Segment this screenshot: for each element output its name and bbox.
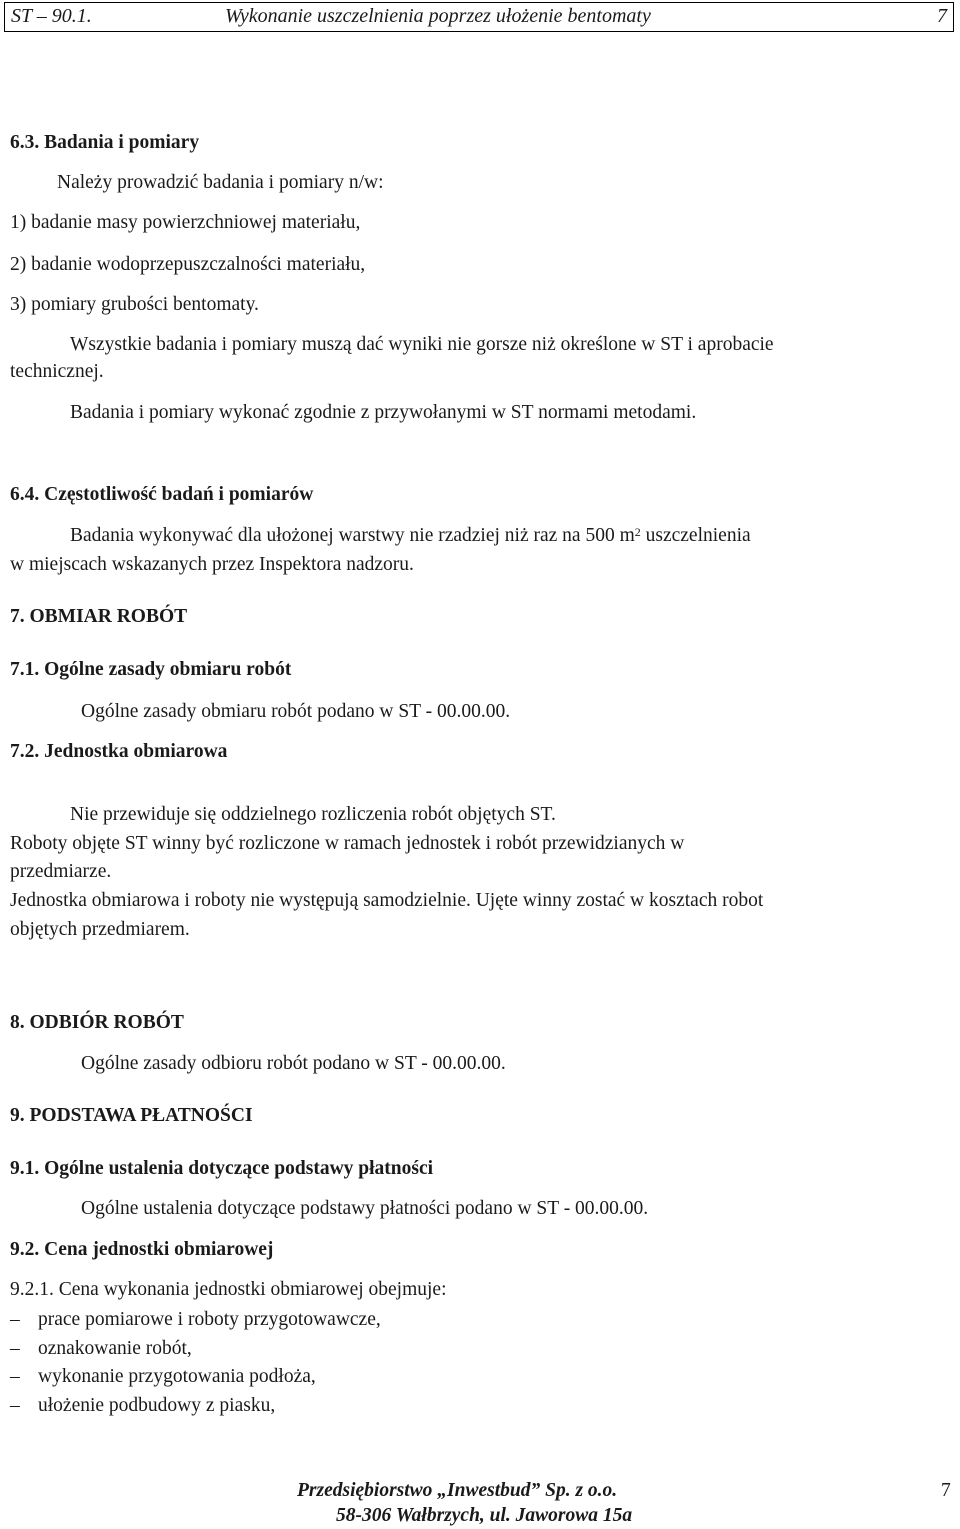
s63-paragraph-2: Badania i pomiary wykonać zgodnie z przywołanymi w ST normami metodami. xyxy=(70,402,697,423)
s63-item-1: 1) badanie masy powierzchniowej materiału, xyxy=(10,212,361,233)
dash-icon: – xyxy=(10,1395,20,1416)
s63-item-3: 3) pomiary grubości bentomaty. xyxy=(10,294,259,315)
list-item-text: oznakowanie robót, xyxy=(38,1338,192,1359)
footer-page-number: 7 xyxy=(941,1480,951,1501)
s72-paragraph-1: Nie przewiduje się oddzielnego rozliczenia robót objętych ST. xyxy=(70,804,556,825)
heading-6-4: 6.4. Częstotliwość badań i pomiarów xyxy=(10,484,314,505)
dash-icon: – xyxy=(10,1338,20,1359)
heading-9: 9. PODSTAWA PŁATNOŚCI xyxy=(10,1105,253,1126)
list-item xyxy=(10,1337,20,1361)
s71-text: Ogólne zasady obmiaru robót podano w ST - 00.00.00. xyxy=(81,701,511,722)
s72-paragraph-2: Roboty objęte ST winny być rozliczone w ramach jednostek i robót przewidzianych w xyxy=(10,833,685,854)
s921-text: 9.2.1. Cena wykonania jednostki obmiarowej obejmuje: xyxy=(10,1279,447,1300)
s72-paragraph-2-cont: przedmiarze. xyxy=(10,861,112,882)
footer-company: Przedsiębiorstwo „Inwestbud” Sp. z o.o. xyxy=(297,1480,618,1501)
footer-address: 58-306 Wałbrzych, ul. Jaworowa 15a xyxy=(336,1505,633,1526)
dash-icon: – xyxy=(10,1366,20,1387)
s63-paragraph-1-cont: technicznej. xyxy=(10,361,104,382)
list-item xyxy=(10,1365,20,1389)
heading-9-2: 9.2. Cena jednostki obmiarowej xyxy=(10,1239,274,1260)
s72-paragraph-3-cont: objętych przedmiarem. xyxy=(10,919,190,940)
list-item-text: wykonanie przygotowania podłoża, xyxy=(38,1366,316,1387)
heading-8: 8. ODBIÓR ROBÓT xyxy=(10,1012,184,1033)
s72-paragraph-3: Jednostka obmiarowa i roboty nie występują samodzielnie. Ujęte winny zostać w kosztach robot xyxy=(10,890,764,911)
s8-text: Ogólne zasady odbioru robót podano w ST - 00.00.00. xyxy=(81,1053,506,1074)
s64-text-b: uszczelnienia xyxy=(640,525,751,546)
heading-7-1: 7.1. Ogólne zasady obmiaru robót xyxy=(10,659,292,680)
heading-7-2: 7.2. Jednostka obmiarowa xyxy=(10,741,228,762)
page-header xyxy=(4,2,954,32)
heading-6-3: 6.3. Badania i pomiary xyxy=(10,132,200,153)
list-item-text: ułożenie podbudowy z piasku, xyxy=(38,1395,276,1416)
s64-superscript: 2 xyxy=(634,525,641,539)
s64-paragraph-cont: w miejscach wskazanych przez Inspektora nadzoru. xyxy=(10,554,414,575)
list-item xyxy=(10,1394,20,1418)
list-item-text: prace pomiarowe i roboty przygotowawcze, xyxy=(38,1309,381,1330)
dash-icon: – xyxy=(10,1309,20,1330)
list-item xyxy=(10,1308,20,1332)
heading-7: 7. OBMIAR ROBÓT xyxy=(10,606,188,627)
s63-paragraph-1: Wszystkie badania i pomiary muszą dać wyniki nie gorsze niż określone w ST i aprobacie xyxy=(70,334,774,355)
s63-intro: Należy prowadzić badania i pomiary n/w: xyxy=(57,172,384,193)
heading-9-1: 9.1. Ogólne ustalenia dotyczące podstawy płatności xyxy=(10,1158,434,1179)
s64-text-a: Badania wykonywać dla ułożonej warstwy nie rzadziej niż raz na 500 m xyxy=(70,525,635,546)
spec-code: ST – 90.1. xyxy=(11,5,92,27)
spec-title: Wykonanie uszczelnienia poprzez ułożenie bentomaty xyxy=(225,5,651,27)
s63-item-2: 2) badanie wodoprzepuszczalności materiału, xyxy=(10,254,366,275)
s64-paragraph xyxy=(70,524,751,548)
s91-text: Ogólne ustalenia dotyczące podstawy płatności podano w ST - 00.00.00. xyxy=(81,1198,649,1219)
header-page-number: 7 xyxy=(937,5,947,27)
